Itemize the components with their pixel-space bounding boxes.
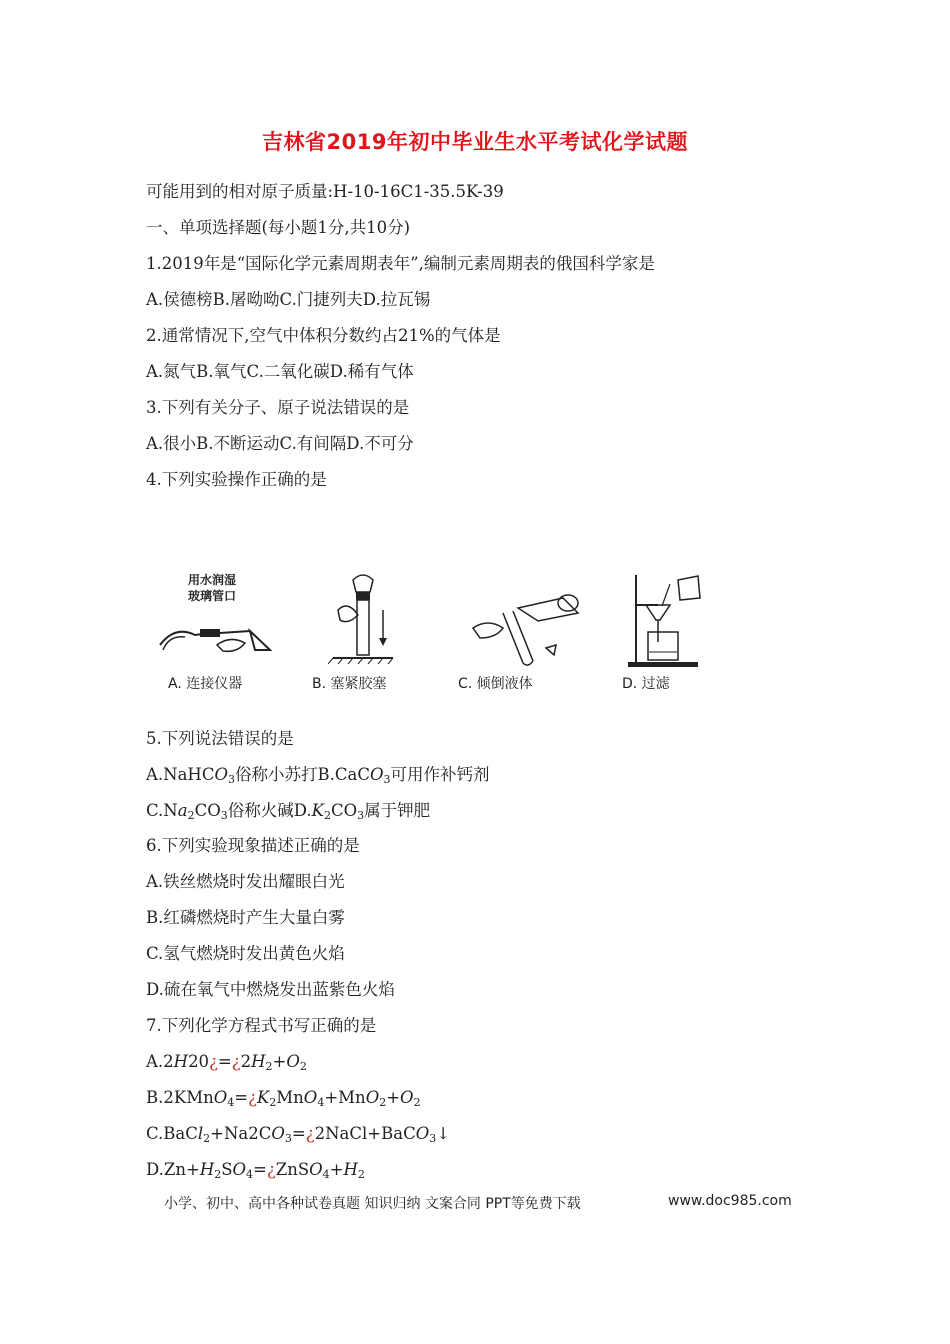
footer-site-link[interactable]: www.doc985.com [668,1193,792,1209]
filtration-illustration [618,570,708,670]
q7-option-a: $A.2H20¿=¿2H_2+O_2$ [146,1052,307,1073]
q7-option-d: $D.Zn+H_2SO_4=¿ZnSO_4+H_2$ [146,1160,365,1181]
q7-option-c: $C.BaCl_2+Na2CO_3=¿2NaCl+BaCO_3↓$ [146,1124,451,1145]
footer [164,1193,792,1213]
q6-option-c: C.氢气燃烧时发出黄色火焰 [146,944,345,963]
q3-options: A.很小B.不断运动C.有间隔D.不可分 [146,434,414,453]
caption-a: A. 连接仪器 [168,676,243,692]
connect-apparatus-illustration [155,605,275,665]
q1-options: A.侯德榜B.屠呦呦C.门捷列夫D.拉瓦锡 [146,290,431,309]
q4-stem: 4.下列实验操作正确的是 [146,470,327,489]
q6-option-b: B.红磷燃烧时产生大量白雾 [146,908,345,927]
q3-stem: 3.下列有关分子、原子说法错误的是 [146,398,410,417]
section-heading: 一、单项选择题(每小题1分,共10分) [146,218,411,237]
q2-stem: 2.通常情况下,空气中体积分数约占21%的气体是 [146,326,501,345]
figure-label-line1: 用水润湿 [188,573,237,587]
q6-option-a: A.铁丝燃烧时发出耀眼白光 [146,872,345,891]
q6-option-d: D.硫在氧气中燃烧发出蓝紫色火焰 [146,980,395,999]
caption-d: D. 过滤 [622,676,670,692]
q5-stem: 5.下列说法错误的是 [146,729,294,748]
q2-options: A.氮气B.氧气C.二氧化碳D.稀有气体 [146,362,414,381]
pour-liquid-illustration [468,593,588,668]
down-arrow-icon: ↓ [436,1124,451,1143]
q6-stem: 6.下列实验现象描述正确的是 [146,836,360,855]
tighten-stopper-illustration [328,570,398,665]
q7-stem: 7.下列化学方程式书写正确的是 [146,1016,377,1035]
q7-option-b: $B.2KMnO_4=¿K_2MnO_4+MnO_2+O_2$ [146,1088,421,1109]
caption-b: B. 塞紧胶塞 [312,676,387,692]
q1-stem: 1.2019年是“国际化学元素周期表年”,编制元素周期表的俄国科学家是 [146,254,655,273]
q5-options-cd: $C.Na_2CO_3$俗称火碱$D.K_2CO_3$属于钾肥 [146,801,431,822]
figure-label-line2: 玻璃管口 [188,589,237,603]
atomic-mass-note: 可能用到的相对原子质量:H-10-16C1-35.5K-39 [146,182,504,201]
footer-text: 小学、初中、高中各种试卷真题 知识归纳 文案合同 PPT等免费下载 [164,1196,581,1212]
page-title: 吉林省2019年初中毕业生水平考试化学试题 [262,130,688,154]
lab-operations-figure [150,565,730,695]
q5-options-ab: A.NaHCO$_3$俗称小苏打B.CaCO$_3$可用作补钙剂 [146,765,490,786]
caption-c: C. 倾倒液体 [458,676,533,692]
